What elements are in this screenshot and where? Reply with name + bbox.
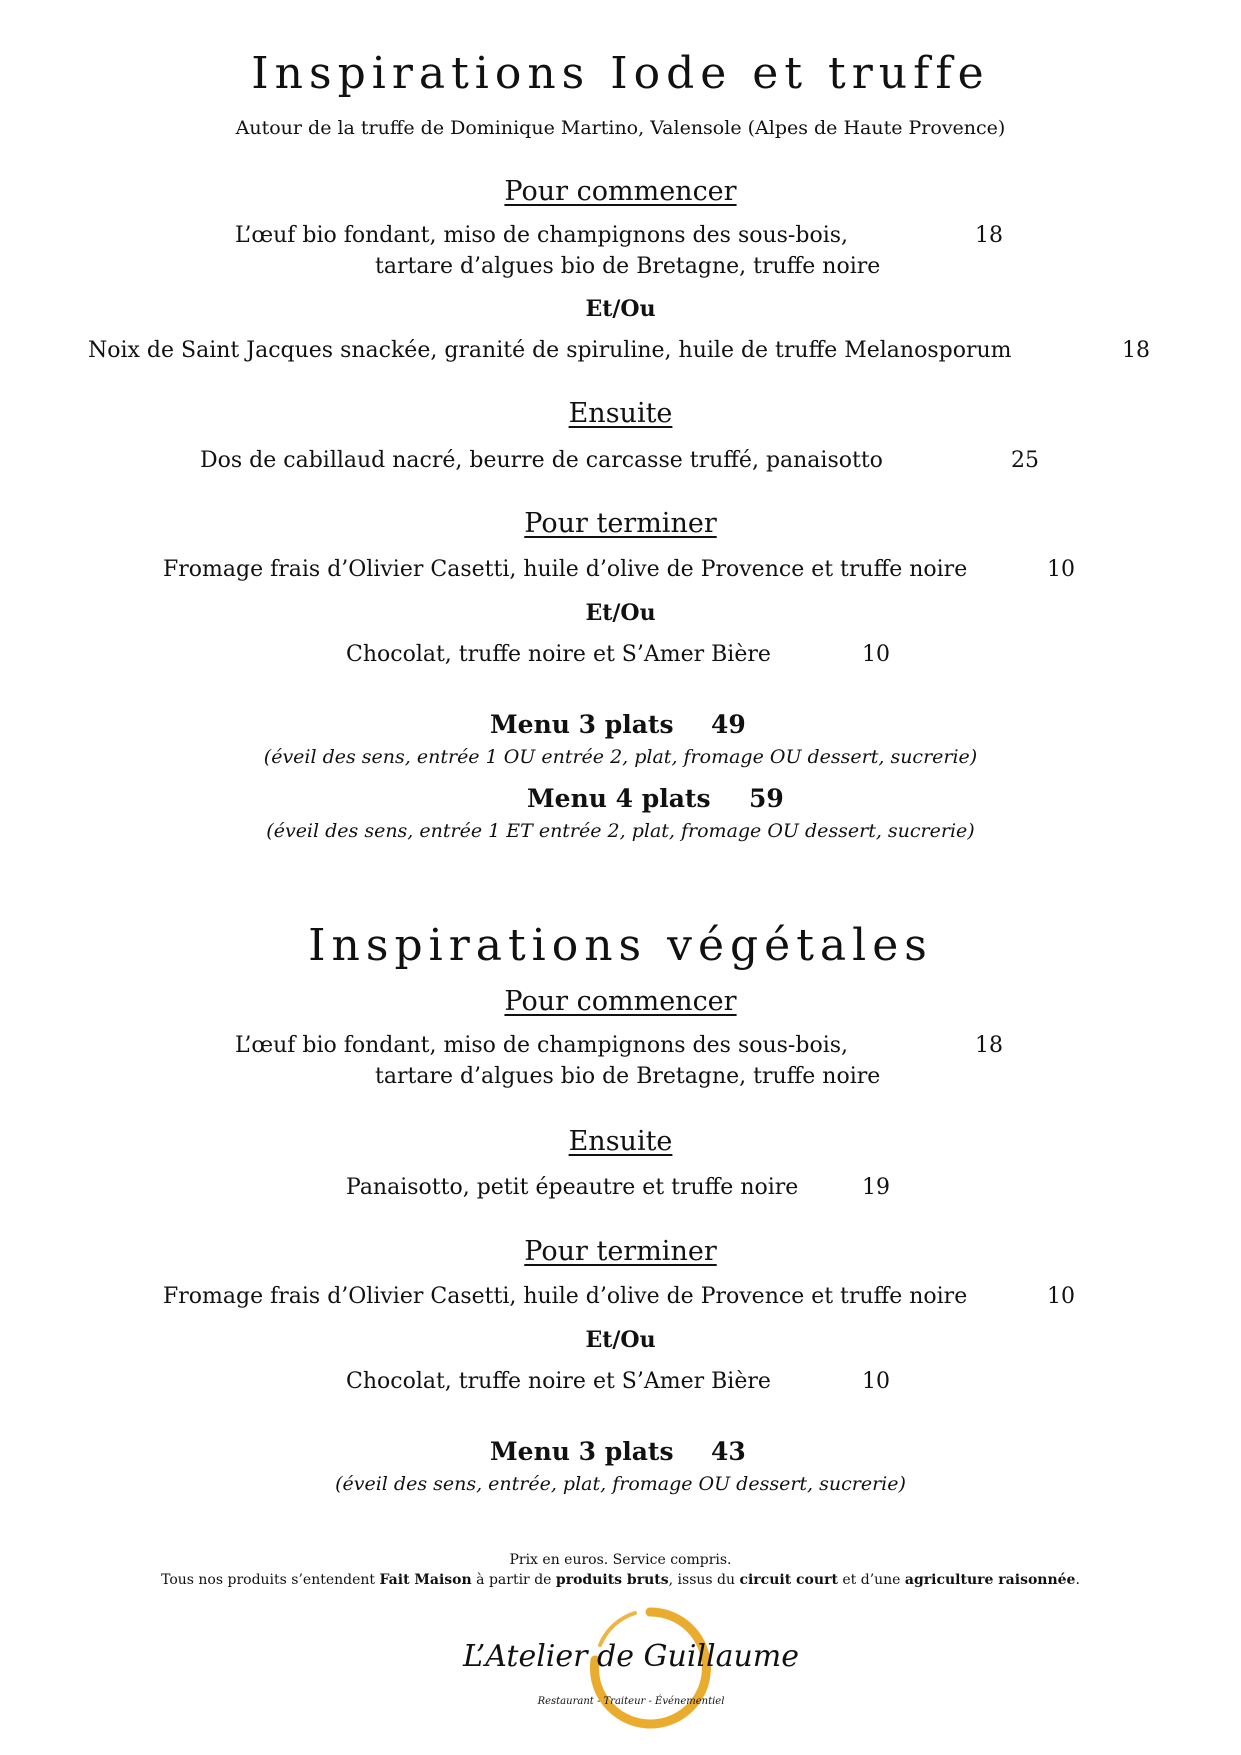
footer-text-part: et d’une: [837, 1572, 905, 1588]
section2-start-item1-line2: tartare d’algues bio de Bretagne, truffe noire: [375, 1064, 881, 1089]
section1-subtitle: Autour de la truffe de Dominique Martino, Valensole (Alpes de Haute Provence): [235, 117, 1006, 139]
section1-menu4-label: Menu 4 plats: [527, 784, 711, 813]
section1-end-item1: Fromage frais d’Olivier Casetti, huile d’olive de Provence et truffe noire: [163, 557, 968, 582]
logo-tagline-text: Restaurant - Traiteur - Événementiel: [537, 1696, 725, 1707]
footer-text-part: Tous nos produits s’entendent: [161, 1572, 380, 1588]
section2-main-item: Panaisotto, petit épeautre et truffe noire: [346, 1175, 799, 1200]
section1-end-item2: Chocolat, truffe noire et S’Amer Bière: [346, 642, 771, 667]
section1-end-item2-price: 10: [862, 642, 890, 667]
section2-end-or: Et/Ou: [585, 1327, 656, 1353]
section1-main-price: 25: [1011, 448, 1039, 473]
section1-main-heading: Ensuite: [568, 398, 673, 429]
section1-menu4-price: 59: [749, 784, 784, 813]
footer-text-bold: agriculture raisonnée: [904, 1572, 1076, 1588]
logo-name-text: L’Atelier de Guillaume: [462, 1639, 800, 1674]
section1-title: Inspirations Iode et truffe: [251, 48, 990, 99]
restaurant-logo: [462, 1600, 800, 1730]
section2-end-item1: Fromage frais d’Olivier Casetti, huile d’olive de Provence et truffe noire: [163, 1284, 968, 1309]
section1-menu3-note: (éveil des sens, entrée 1 OU entrée 2, plat, fromage OU dessert, sucrerie): [263, 746, 978, 768]
section1-menu3-price: 49: [711, 710, 746, 739]
section2-start-heading: Pour commencer: [504, 986, 737, 1017]
footer-text-bold: Fait Maison: [379, 1572, 472, 1588]
section1-menu4-note: (éveil des sens, entrée 1 ET entrée 2, plat, fromage OU dessert, sucrerie): [266, 820, 975, 842]
section2-title: Inspirations végétales: [308, 920, 933, 971]
section1-start-item2-price: 18: [1122, 338, 1150, 363]
section2-end-item1-price: 10: [1047, 1284, 1075, 1309]
section2-main-heading: Ensuite: [568, 1126, 673, 1157]
section2-end-item2-price: 10: [862, 1369, 890, 1394]
footer-text-bold: produits bruts: [555, 1572, 669, 1588]
section1-end-or: Et/Ou: [585, 600, 656, 626]
section1-start-item1-line2: tartare d’algues bio de Bretagne, truffe noire: [375, 254, 881, 279]
section1-main-item: Dos de cabillaud nacré, beurre de carcasse truffé, panaisotto: [200, 448, 883, 473]
section2-start-item1-price: 18: [975, 1033, 1003, 1058]
section2-menu3-note: (éveil des sens, entrée, plat, fromage OU dessert, sucrerie): [335, 1473, 906, 1495]
section2-menu3-price: 43: [711, 1437, 746, 1466]
footer-text-part: , issus du: [668, 1572, 740, 1588]
section1-start-item2: Noix de Saint Jacques snackée, granité de spiruline, huile de truffe Melanosporum: [88, 338, 1012, 363]
footer-price-note: Prix en euros. Service compris.: [509, 1552, 732, 1568]
section2-end-heading: Pour terminer: [524, 1236, 717, 1267]
section1-end-item1-price: 10: [1047, 557, 1075, 582]
section1-start-item1-price: 18: [975, 223, 1003, 248]
section2-start-item1-line1: L’œuf bio fondant, miso de champignons des sous-bois,: [235, 1033, 849, 1058]
footer-text-part: .: [1075, 1572, 1080, 1588]
section1-start-or: Et/Ou: [585, 296, 656, 322]
section1-start-item1-line1: L’œuf bio fondant, miso de champignons des sous-bois,: [235, 223, 849, 248]
footer-text-part: à partir de: [471, 1572, 556, 1588]
section2-end-item2: Chocolat, truffe noire et S’Amer Bière: [346, 1369, 771, 1394]
section2-menu3-label: Menu 3 plats: [490, 1437, 674, 1466]
footer-text-bold: circuit court: [739, 1572, 838, 1588]
section2-main-price: 19: [862, 1175, 890, 1200]
section1-menu3-label: Menu 3 plats: [490, 710, 674, 739]
section1-end-heading: Pour terminer: [524, 508, 717, 539]
section1-start-heading: Pour commencer: [504, 176, 737, 207]
footer-fait-maison-note: [0, 1572, 1241, 1588]
logo-graphic: [462, 1600, 800, 1730]
